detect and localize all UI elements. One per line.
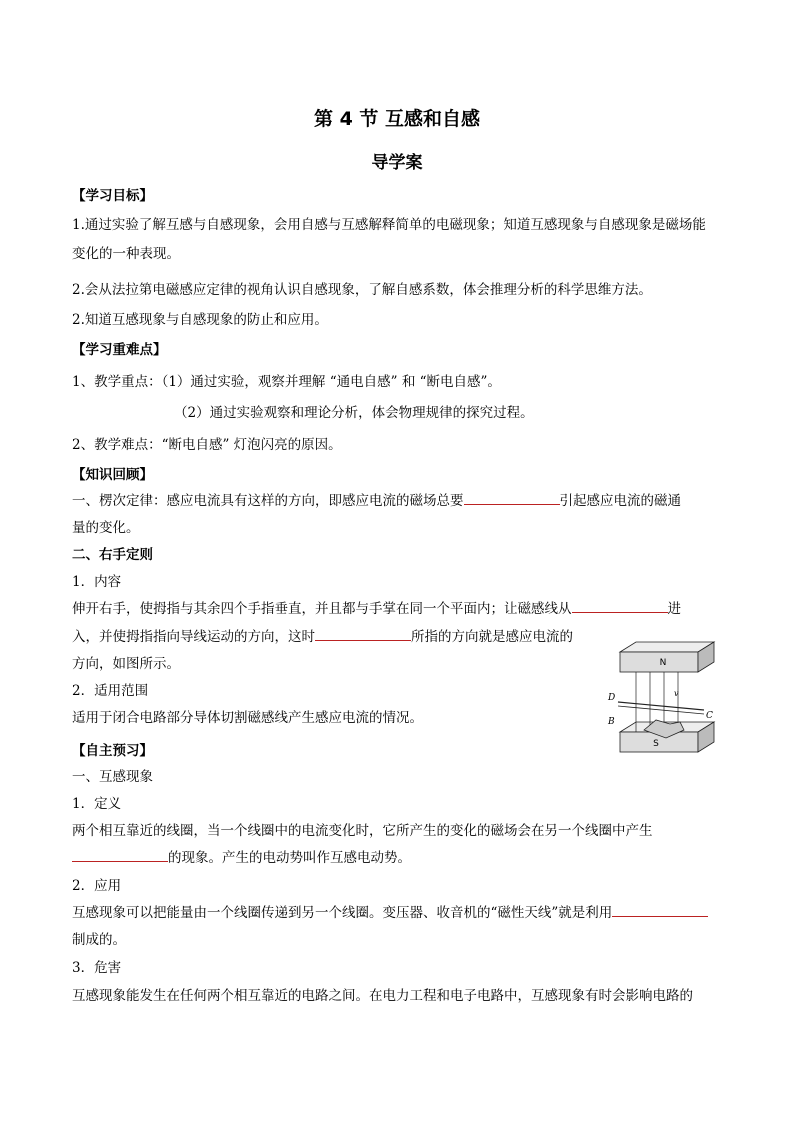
label-c: C	[706, 711, 713, 721]
application-label: 2．应用	[72, 878, 122, 894]
answer-blank[interactable]	[464, 492, 560, 505]
content-text-d: 所指的方向就是感应电流的	[411, 629, 573, 645]
scope-text: 适用于闭合电路部分导体切割磁感线产生感应电流的情况。	[72, 710, 423, 726]
application-line-1	[72, 904, 708, 922]
page-title: 第 4 节 互感和自感	[313, 108, 481, 130]
objective-2: 2.会从法拉第电磁感应定律的视角认识自感现象，了解自感系数，体会推理分析的科学思维方法。	[72, 282, 652, 298]
application-text-a: 互感现象可以把能量由一个线圈传递到另一个线圈。变压器、收音机的“磁性天线”就是利用	[72, 905, 613, 921]
lenz-line-2: 量的变化。	[72, 520, 140, 536]
scope-label: 2．适用范围	[72, 683, 149, 699]
definition-text-b: 的现象。产生的电动势叫作互感电动势。	[168, 850, 411, 866]
content-label: 1．内容	[72, 574, 122, 590]
keypoint-3: 2、教学难点：“断电自感” 灯泡闪亮的原因。	[72, 437, 342, 453]
answer-blank[interactable]	[612, 904, 708, 917]
objectives-heading: 【学习目标】	[72, 188, 153, 204]
content-line-1	[72, 600, 681, 618]
label-d: D	[608, 693, 616, 703]
preview-heading: 【自主预习】	[72, 743, 153, 759]
definition-line-2	[72, 849, 411, 867]
keypoint-2: （2）通过实验观察和理论分析，体会物理规律的探究过程。	[174, 405, 534, 421]
mutual-induction-heading: 一、互感现象	[72, 769, 153, 785]
keypoint-1: 1、教学重点：（1）通过实验，观察并理解 “通电自感” 和 “断电自感”。	[72, 374, 501, 390]
keypoints-heading: 【学习重难点】	[72, 342, 167, 358]
content-line-2	[72, 628, 573, 646]
definition-line-1: 两个相互靠近的线圈，当一个线圈中的电流变化时，它所产生的变化的磁场会在另一个线圈中产生	[72, 823, 653, 839]
lenz-line-1	[72, 492, 681, 510]
review-heading: 【知识回顾】	[72, 467, 153, 483]
label-n: N	[659, 658, 667, 668]
application-line-2: 制成的。	[72, 932, 126, 948]
definition-label: 1．定义	[72, 796, 122, 812]
answer-blank[interactable]	[72, 849, 168, 862]
content-text-a: 伸开右手，使拇指与其余四个手指垂直，并且都与手掌在同一个平面内；让磁感线从	[72, 601, 572, 617]
right-hand-rule-figure	[606, 640, 718, 760]
label-b: B	[608, 717, 615, 727]
harm-label: 3．危害	[72, 960, 122, 976]
objective-1a: 1.通过实验了解互感与自感现象，会用自感与互感解释简单的电磁现象；知道互感现象与自感现象是磁场能	[72, 217, 706, 233]
lenz-text-a: 一、楞次定律：感应电流具有这样的方向，即感应电流的磁场总要	[72, 493, 464, 509]
objective-3: 2.知道互感现象与自感现象的防止和应用。	[72, 312, 328, 328]
page-subtitle: 导学案	[371, 153, 423, 173]
content-text-c: 入，并使拇指指向导线运动的方向，这时	[72, 629, 315, 645]
right-hand-heading: 二、右手定则	[72, 547, 153, 563]
label-v: v	[674, 689, 679, 698]
answer-blank[interactable]	[572, 600, 668, 613]
content-line-3: 方向，如图所示。	[72, 656, 180, 672]
lenz-text-b: 引起感应电流的磁通	[559, 493, 681, 509]
objective-1b: 变化的一种表现。	[72, 246, 180, 262]
content-text-b: 进	[667, 601, 681, 617]
answer-blank[interactable]	[315, 628, 411, 641]
harm-line-1: 互感现象能发生在任何两个相互靠近的电路之间。在电力工程和电子电路中，互感现象有时会影响电路的	[72, 988, 693, 1004]
label-s: S	[653, 739, 659, 749]
